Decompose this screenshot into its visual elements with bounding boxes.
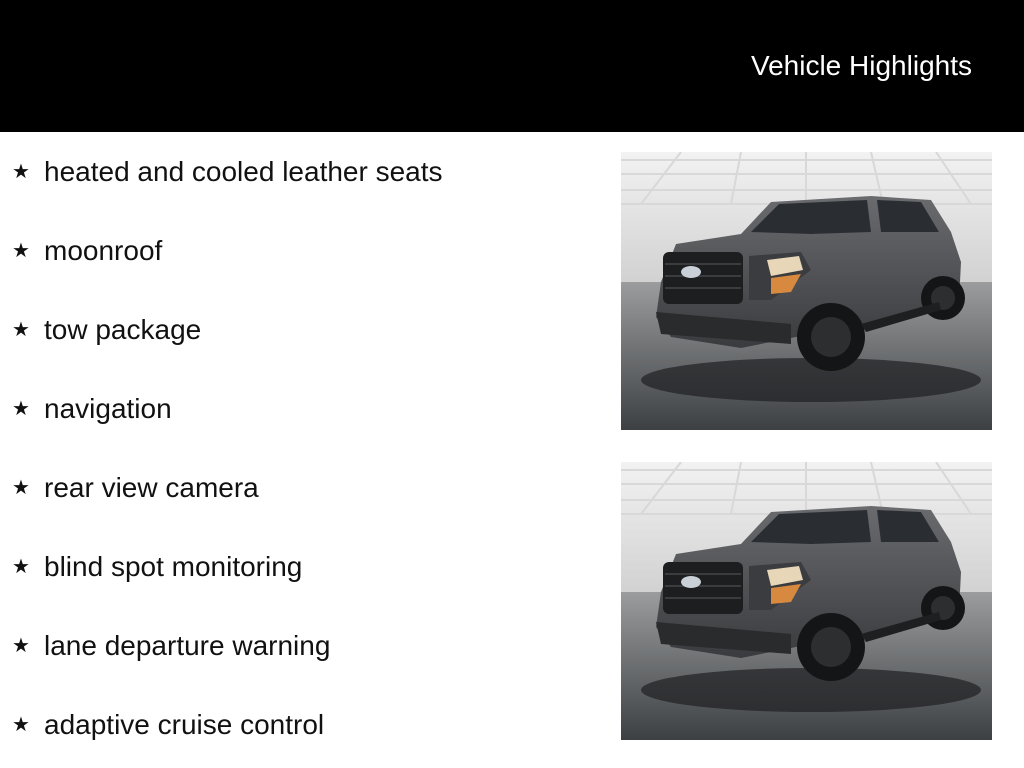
list-item <box>10 547 302 587</box>
feature-label: tow package <box>44 314 202 345</box>
truck-image <box>621 462 992 740</box>
list-item <box>10 626 330 666</box>
list-item <box>10 310 201 350</box>
list-item <box>10 705 324 745</box>
list-item <box>10 468 259 508</box>
list-item <box>10 152 443 192</box>
star-icon: ★ <box>12 398 30 420</box>
star-icon: ★ <box>12 319 30 341</box>
feature-label: adaptive cruise control <box>44 709 325 740</box>
highlights-list <box>0 132 600 768</box>
feature-label: navigation <box>44 393 172 424</box>
feature-label: moonroof <box>44 235 163 266</box>
list-item <box>10 389 172 429</box>
feature-label: heated and cooled leather seats <box>44 156 443 187</box>
star-icon: ★ <box>12 477 30 499</box>
header-bar <box>0 0 1024 132</box>
feature-label: rear view camera <box>44 472 259 503</box>
feature-label: blind spot monitoring <box>44 551 303 582</box>
star-icon: ★ <box>12 714 30 736</box>
star-icon: ★ <box>12 240 30 262</box>
star-icon: ★ <box>12 556 30 578</box>
star-icon: ★ <box>12 635 30 657</box>
vehicle-photo[interactable] <box>621 152 992 430</box>
page-title: Vehicle Highlights <box>750 50 972 81</box>
truck-image <box>621 152 992 430</box>
list-item <box>10 231 162 271</box>
feature-label: lane departure warning <box>44 630 331 661</box>
vehicle-photo[interactable] <box>621 462 992 740</box>
star-icon: ★ <box>12 161 30 183</box>
